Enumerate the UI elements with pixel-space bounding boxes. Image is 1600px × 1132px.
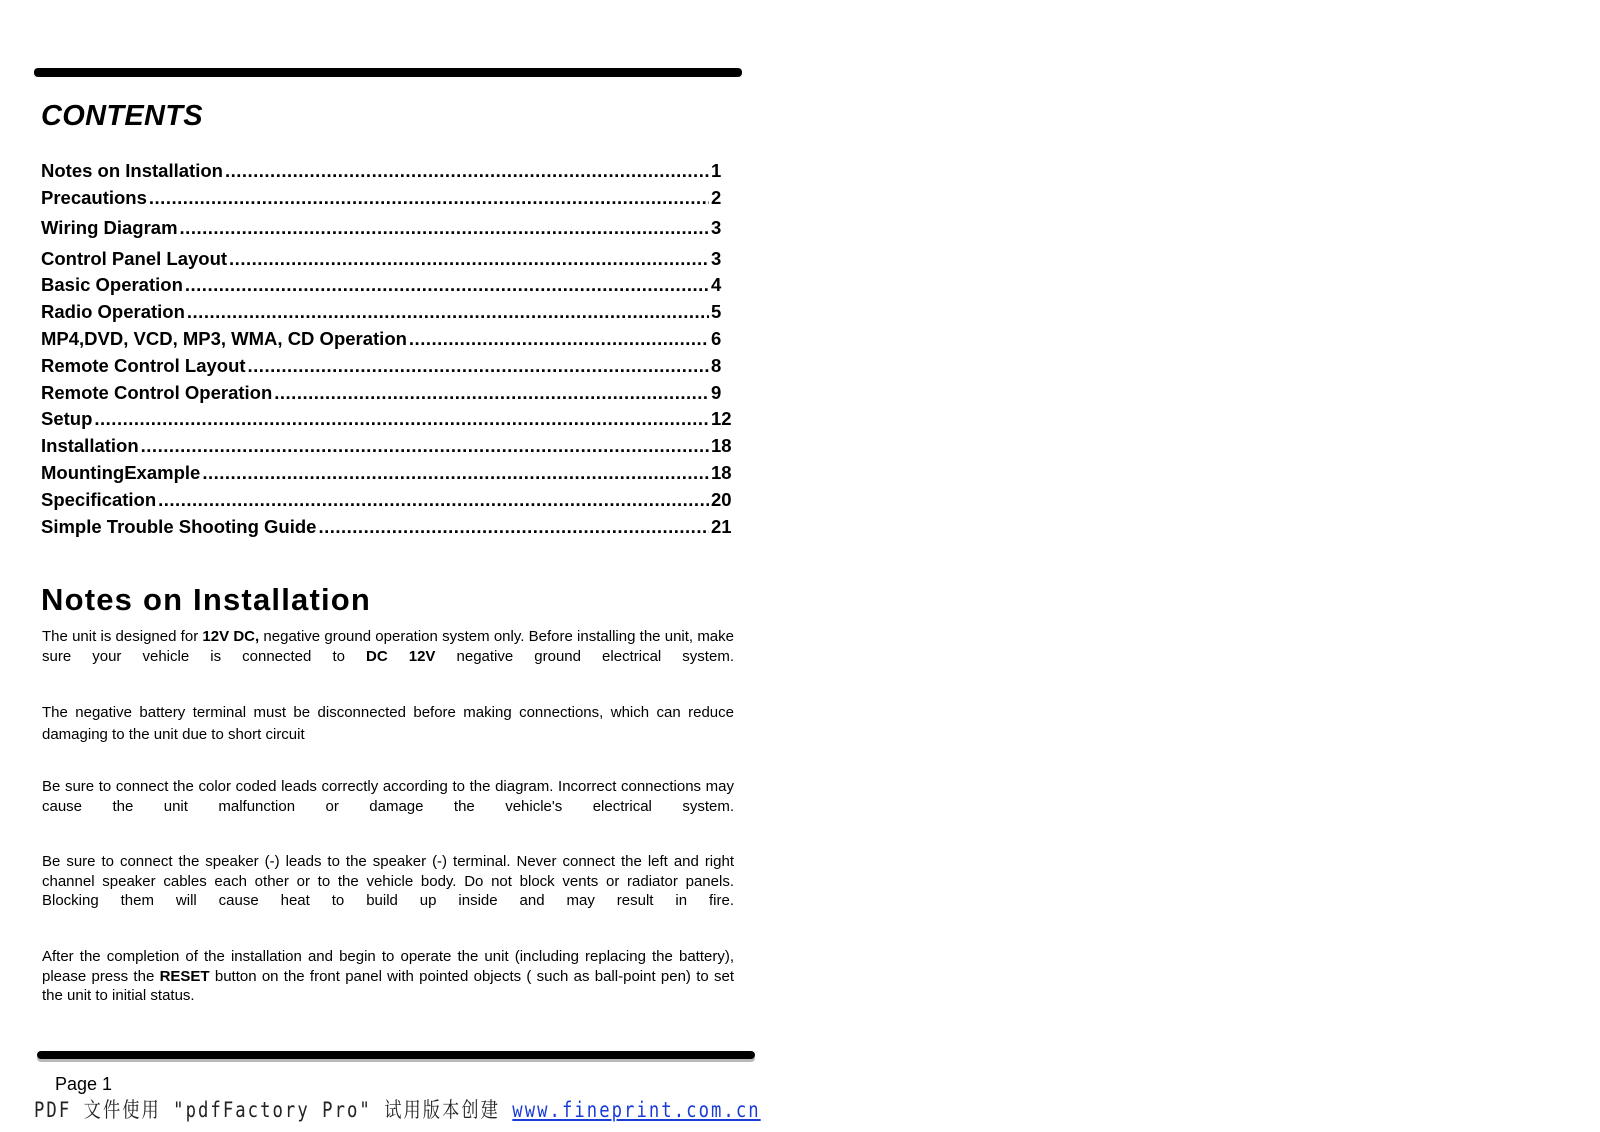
note-paragraph xyxy=(42,627,734,666)
note-paragraph: Be sure to connect the speaker (-) leads to the speaker (-) terminal. Never connect the left and right channel speaker cables each other or to the vehicle body. Do not block vents or radiator panels. Blocking them will cause heat to build up inside and may result in fire. xyxy=(42,853,734,909)
note-text: negative ground operation system only. Before installing the unit, make sure your vehicle is connected to xyxy=(42,628,734,665)
toc-entry-page: 4 xyxy=(711,274,722,296)
note-text: button on the front panel with pointed objects ( such as ball-point pen) to set the unit to initial status. xyxy=(42,967,734,1004)
toc-entry[interactable] xyxy=(41,239,741,270)
toc-entry-label: Control Panel Layout xyxy=(41,247,228,269)
note-paragraph: Be sure to connect the color coded leads correctly according to the diagram. Incorrect connections may cause the unit malfunction or damage the vehicle's electrical system. xyxy=(42,778,734,815)
toc-entry-page: 2 xyxy=(711,186,722,208)
toc-entry-label: Simple Trouble Shooting Guide xyxy=(41,515,317,537)
toc-entry[interactable] xyxy=(41,511,741,538)
toc-entry-page: 18 xyxy=(711,461,732,483)
toc-entry-label: Basic Operation xyxy=(41,274,183,296)
top-rule xyxy=(34,68,742,77)
note-paragraph: The negative battery terminal must be disconnected before making connections, which can reduce damaging to the unit due to short circuit xyxy=(42,704,734,743)
pdf-watermark xyxy=(34,1094,761,1124)
section-title: Notes on Installation xyxy=(41,582,372,617)
watermark-text: PDF 文件使用 "pdfFactory Pro" 试用版本创建 xyxy=(34,1098,513,1122)
toc-leader xyxy=(202,462,709,484)
contents-title: CONTENTS xyxy=(41,100,203,132)
toc-entry[interactable] xyxy=(41,430,741,457)
toc-entry-label: Installation xyxy=(41,435,139,457)
toc-entry-label: Setup xyxy=(41,408,93,430)
toc-entry[interactable] xyxy=(41,377,741,404)
toc-entry-page: 8 xyxy=(711,354,722,376)
toc-entry[interactable] xyxy=(41,155,741,182)
toc-entry-page: 6 xyxy=(711,327,722,349)
toc-leader xyxy=(149,187,709,209)
toc-leader xyxy=(318,516,709,538)
toc-leader xyxy=(94,408,709,430)
toc-leader xyxy=(180,217,709,239)
toc-leader xyxy=(158,489,709,511)
toc-leader xyxy=(141,435,709,457)
toc-leader xyxy=(187,301,709,323)
toc-entry-label: MP4,DVD, VCD, MP3, WMA, CD Operation xyxy=(41,327,407,349)
toc-entry-label: Precautions xyxy=(41,186,147,208)
toc-entry[interactable] xyxy=(41,484,741,511)
toc-entry[interactable] xyxy=(41,323,741,350)
toc-entry-page: 3 xyxy=(711,216,722,238)
toc-entry-page: 1 xyxy=(711,159,722,181)
watermark-link[interactable]: www.fineprint.com.cn xyxy=(512,1098,761,1122)
toc-entry[interactable] xyxy=(41,270,741,297)
note-emphasis: 12V DC, xyxy=(202,628,260,645)
toc-entry-label: Notes on Installation xyxy=(41,159,223,181)
toc-entry[interactable] xyxy=(41,182,741,209)
table-of-contents xyxy=(41,155,741,538)
toc-leader xyxy=(225,160,709,182)
toc-entry-page: 18 xyxy=(711,435,732,457)
toc-entry[interactable] xyxy=(41,209,741,239)
toc-entry-page: 3 xyxy=(711,247,722,269)
page-number: Page 1 xyxy=(55,1074,113,1094)
toc-entry-page: 12 xyxy=(711,408,732,430)
note-text: negative ground electrical system. xyxy=(435,647,734,665)
toc-entry[interactable] xyxy=(41,296,741,323)
note-text: The unit is designed for xyxy=(42,628,203,645)
toc-entry-label: Wiring Diagram xyxy=(41,216,178,238)
note-emphasis: RESET xyxy=(159,967,210,985)
toc-entry-page: 21 xyxy=(711,515,732,537)
toc-entry-label: Remote Control Layout xyxy=(41,354,246,376)
toc-entry-page: 5 xyxy=(711,301,722,323)
toc-leader xyxy=(274,382,709,404)
toc-entry-label: Remote Control Operation xyxy=(41,381,273,403)
toc-entry-label: Specification xyxy=(41,488,157,510)
toc-entry-page: 9 xyxy=(711,381,722,403)
toc-leader xyxy=(185,274,709,296)
toc-leader xyxy=(248,355,709,377)
toc-entry[interactable] xyxy=(41,350,741,377)
toc-entry[interactable] xyxy=(41,457,741,484)
note-emphasis: DC 12V xyxy=(366,647,436,665)
toc-entry-page: 20 xyxy=(711,488,732,510)
note-text: After the completion of the installation and begin to operate the unit (including replacing the battery), please press the xyxy=(42,948,734,985)
toc-entry-label: Radio Operation xyxy=(41,301,185,323)
note-paragraph xyxy=(42,947,734,1006)
toc-leader xyxy=(409,328,709,350)
toc-entry[interactable] xyxy=(41,404,741,431)
bottom-rule xyxy=(37,1051,755,1059)
toc-entry-label: MountingExample xyxy=(41,461,201,483)
toc-leader xyxy=(229,248,709,270)
